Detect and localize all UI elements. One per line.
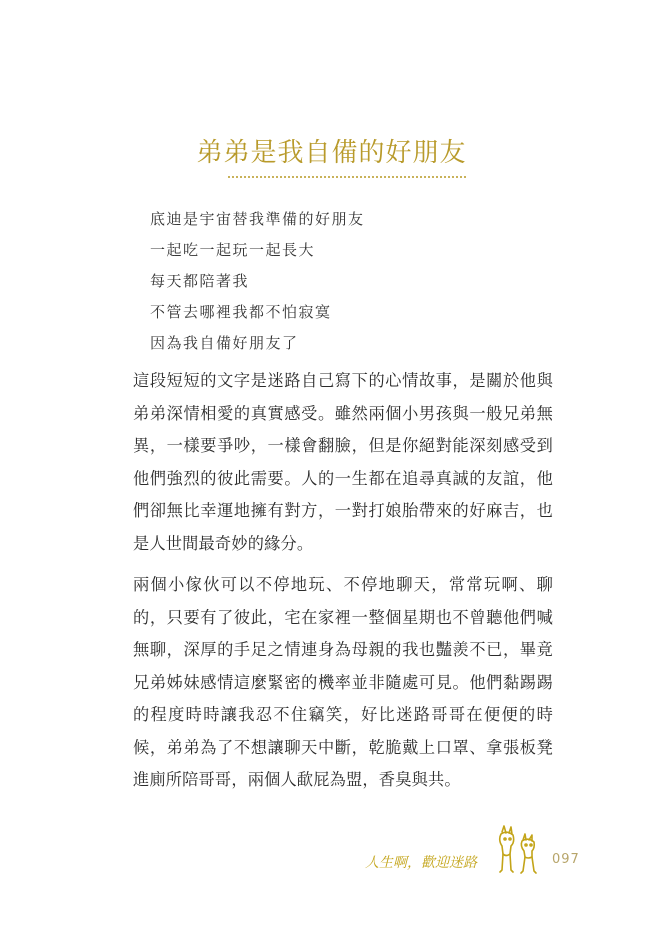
poem-line: 底迪是宇宙替我準備的好朋友 [150, 210, 365, 228]
chapter-title: 弟弟是我自備的好朋友 [196, 138, 467, 168]
poem-line: 每天都陪著我 [150, 272, 250, 290]
page-number: 097 [552, 852, 580, 867]
body-paragraph-2: 兩個小傢伙可以不停地玩、不停地聊天，常常玩啊、聊的，只要有了彼此，宅在家裡一整個星期也不曾聽他們喊無聊，深厚的手足之情連身為母親的我也豔羨不已，畢竟兄弟姊妹感情這麼緊密的機率並非隨處可見。他們黏踢踢的程度時時讓我忍不住竊笑，好比迷路哥哥在便便的時候，弟弟為了不想讓聊天中斷，乾脆戴上口罩、拿張板凳進廁所陪哥哥，兩個人歃屁為盟，香臭與共。 [133, 575, 553, 789]
body-paragraph-1: 這段短短的文字是迷路自己寫下的心情故事，是關於他與弟弟深情相愛的真實感受。雖然兩個小男孩與一般兄弟無異，一樣要爭吵，一樣會翻臉，但是你絕對能深刻感受到他們強烈的彼此需要。人的一生都在追尋真誠的友誼，他們卻無比幸運地擁有對方，一對打娘胎帶來的好麻吉，也是人世間最奇妙的緣分。 [133, 371, 553, 553]
poem-line: 不管去哪裡我都不怕寂寞 [150, 303, 332, 321]
poem-line: 一起吃一起玩一起長大 [150, 241, 316, 259]
poem-line: 因為我自備好朋友了 [150, 334, 299, 352]
poem-block [150, 204, 365, 359]
footer-book-title: 人生啊，歡迎迷路 [365, 855, 477, 871]
title-dotted-rule [228, 176, 466, 178]
two-donkeys-illustration-icon [492, 824, 544, 876]
